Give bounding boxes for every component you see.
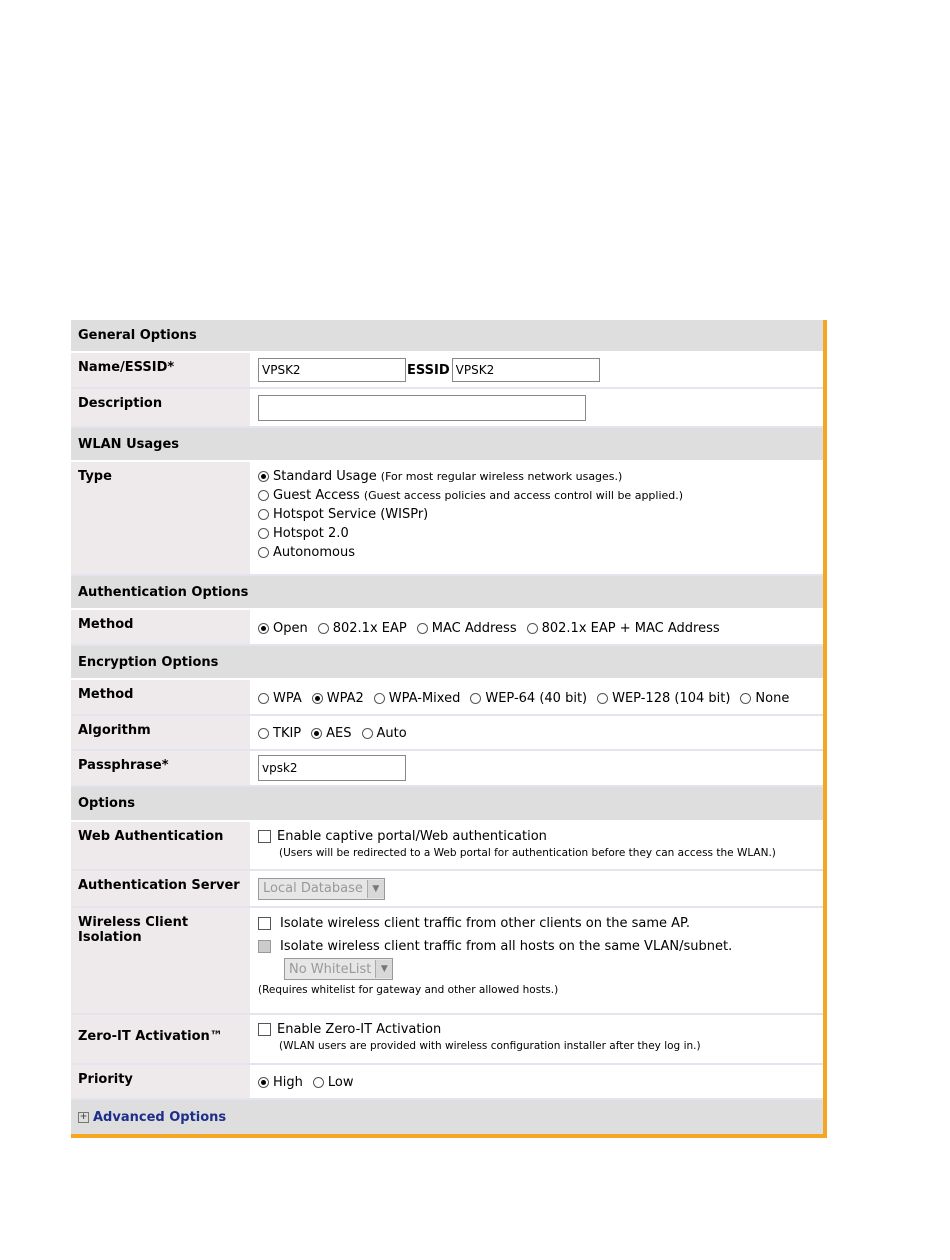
priority-option[interactable] [313,1075,354,1090]
advanced-options-label: Advanced Options [93,1109,227,1125]
type-label: Standard Usage [273,469,377,484]
encryption-method-option[interactable] [470,691,587,706]
whitelist-value: No WhiteList [289,961,372,977]
encryption-method-radio[interactable] [312,693,323,704]
type-option[interactable] [258,488,813,503]
encryption-method-radio[interactable] [258,693,269,704]
priority-label: High [273,1075,303,1090]
type-radio[interactable] [258,547,269,558]
priority-label: Low [327,1075,354,1090]
encryption-method-radio[interactable] [740,693,751,704]
web-auth-label: Web Authentication [71,822,250,869]
auth-method-radio[interactable] [318,623,329,634]
encryption-method-label: WPA2 [326,690,364,706]
type-option[interactable] [258,507,813,522]
web-auth-note: (Users will be redirected to a Web portal for authentication before they can access the WLAN.) [279,847,776,859]
isolation-ap-checkbox[interactable] [258,917,271,930]
algorithm-row [71,716,823,751]
algorithm-option[interactable] [258,726,301,741]
chevron-down-icon: ▼ [367,880,384,898]
web-auth-checkbox-label: Enable captive portal/Web authentication [277,829,547,844]
wlan-usages-header [71,428,823,462]
encryption-method-option[interactable] [597,691,730,706]
priority-label: Priority [71,1065,250,1098]
name-essid-label: Name/ESSID* [71,353,250,387]
auth-method-options [250,610,823,644]
algorithm-option[interactable] [311,726,351,741]
algorithm-radio[interactable] [311,728,322,739]
zeroit-label: Zero-IT Activation™ [71,1015,250,1063]
auth-server-value: Local Database [263,881,363,896]
algorithm-label: Auto [376,726,407,741]
encryption-method-label: WPA-Mixed [388,690,461,706]
type-radio[interactable] [258,471,269,482]
section-title: Options [78,796,135,811]
type-option[interactable] [258,545,813,560]
description-label: Description [71,389,250,426]
type-option[interactable] [258,526,813,541]
encryption-method-label: WPA [273,690,302,706]
auth-method-label: 802.1x EAP [332,620,407,636]
algorithm-options [250,716,823,749]
encryption-method-label: Method [71,680,250,714]
encryption-method-option[interactable] [740,691,789,706]
auth-method-option[interactable] [527,621,720,636]
type-radio[interactable] [258,528,269,539]
description-input[interactable] [258,395,586,421]
algorithm-label: TKIP [273,726,302,741]
encryption-method-options [250,680,823,714]
auth-method-radio[interactable] [417,623,428,634]
section-title: Authentication Options [78,584,249,600]
encryption-method-row [71,680,823,716]
passphrase-label: Passphrase* [71,751,250,785]
isolation-label: Wireless Client Isolation [71,908,250,1013]
auth-method-label: Method [71,610,250,644]
name-essid-row [71,353,823,389]
auth-server-row [71,871,823,908]
passphrase-row [71,751,823,787]
type-label: Type [71,462,250,574]
auth-method-radio[interactable] [527,623,538,634]
encryption-method-option[interactable] [374,691,461,706]
section-title: General Options [78,328,197,343]
encryption-method-label: WEP-64 (40 bit) [485,690,588,706]
auth-method-option[interactable] [258,621,308,636]
type-label: Hotspot 2.0 [273,526,349,541]
auth-method-label: Open [273,620,308,636]
type-radio[interactable] [258,490,269,501]
type-row [71,462,823,576]
whitelist-select[interactable] [284,958,393,980]
expand-icon: + [79,1111,88,1122]
zeroit-checkbox-label: Enable Zero-IT Activation [277,1022,442,1037]
auth-server-label: Authentication Server [71,871,250,906]
encryption-method-label: WEP-128 (104 bit) [612,690,731,706]
wlan-config-panel [71,320,827,1138]
type-label: Autonomous [273,545,356,560]
isolation-row [71,908,823,1015]
auth-method-label: MAC Address [431,620,517,636]
auth-method-radio[interactable] [258,623,269,634]
type-options [250,462,823,574]
priority-options [250,1065,823,1098]
encryption-method-radio[interactable] [374,693,385,704]
auth-server-select[interactable] [258,878,385,900]
encryption-method-option[interactable] [258,691,302,706]
section-title: WLAN Usages [78,436,180,452]
auth-method-label: 802.1x EAP + MAC Address [541,620,720,636]
essid-input[interactable] [452,358,600,382]
isolation-ap-label: Isolate wireless client traffic from other clients on the same AP. [280,916,690,931]
algorithm-label: AES [326,726,352,741]
whitelist-note: (Requires whitelist for gateway and other allowed hosts.) [258,984,559,996]
priority-row [71,1065,823,1100]
type-label: Guest Access [273,488,360,503]
encryption-method-label: None [755,690,790,706]
name-input[interactable] [258,358,406,382]
type-note: (For most regular wireless network usages.) [380,470,623,483]
web-auth-row [71,822,823,871]
algorithm-radio[interactable] [258,728,269,739]
priority-radio[interactable] [313,1077,324,1088]
algorithm-radio[interactable] [362,728,373,739]
essid-label: ESSID [407,362,450,378]
priority-option[interactable] [258,1075,303,1090]
options-header [71,787,823,822]
zeroit-row [71,1015,823,1065]
auth-method-row [71,610,823,646]
encryption-method-radio[interactable] [470,693,481,704]
zeroit-note: (WLAN users are provided with wireless configuration installer after they log in.) [279,1040,701,1052]
general-options-header [71,320,823,353]
authentication-options-header [71,576,823,610]
isolation-vlan-label: Isolate wireless client traffic from all hosts on the same VLAN/subnet. [280,939,733,954]
zeroit-checkbox[interactable] [258,1023,271,1036]
type-note: (Guest access policies and access control will be applied.) [363,489,684,502]
encryption-method-option[interactable] [312,691,364,706]
priority-radio[interactable] [258,1077,269,1088]
advanced-options-toggle[interactable] [71,1100,823,1134]
auth-method-option[interactable] [318,621,407,636]
encryption-options-header [71,646,823,680]
passphrase-input[interactable] [258,755,406,781]
type-radio[interactable] [258,509,269,520]
encryption-method-radio[interactable] [597,693,608,704]
type-label: Hotspot Service (WISPr) [273,507,429,522]
type-option[interactable] [258,469,813,484]
section-title: Encryption Options [78,654,219,670]
algorithm-option[interactable] [362,726,407,741]
chevron-down-icon: ▼ [375,960,392,978]
description-row [71,389,823,428]
auth-method-option[interactable] [417,621,517,636]
web-auth-checkbox[interactable] [258,830,271,843]
algorithm-label: Algorithm [71,716,250,749]
isolation-vlan-checkbox[interactable] [258,940,271,953]
